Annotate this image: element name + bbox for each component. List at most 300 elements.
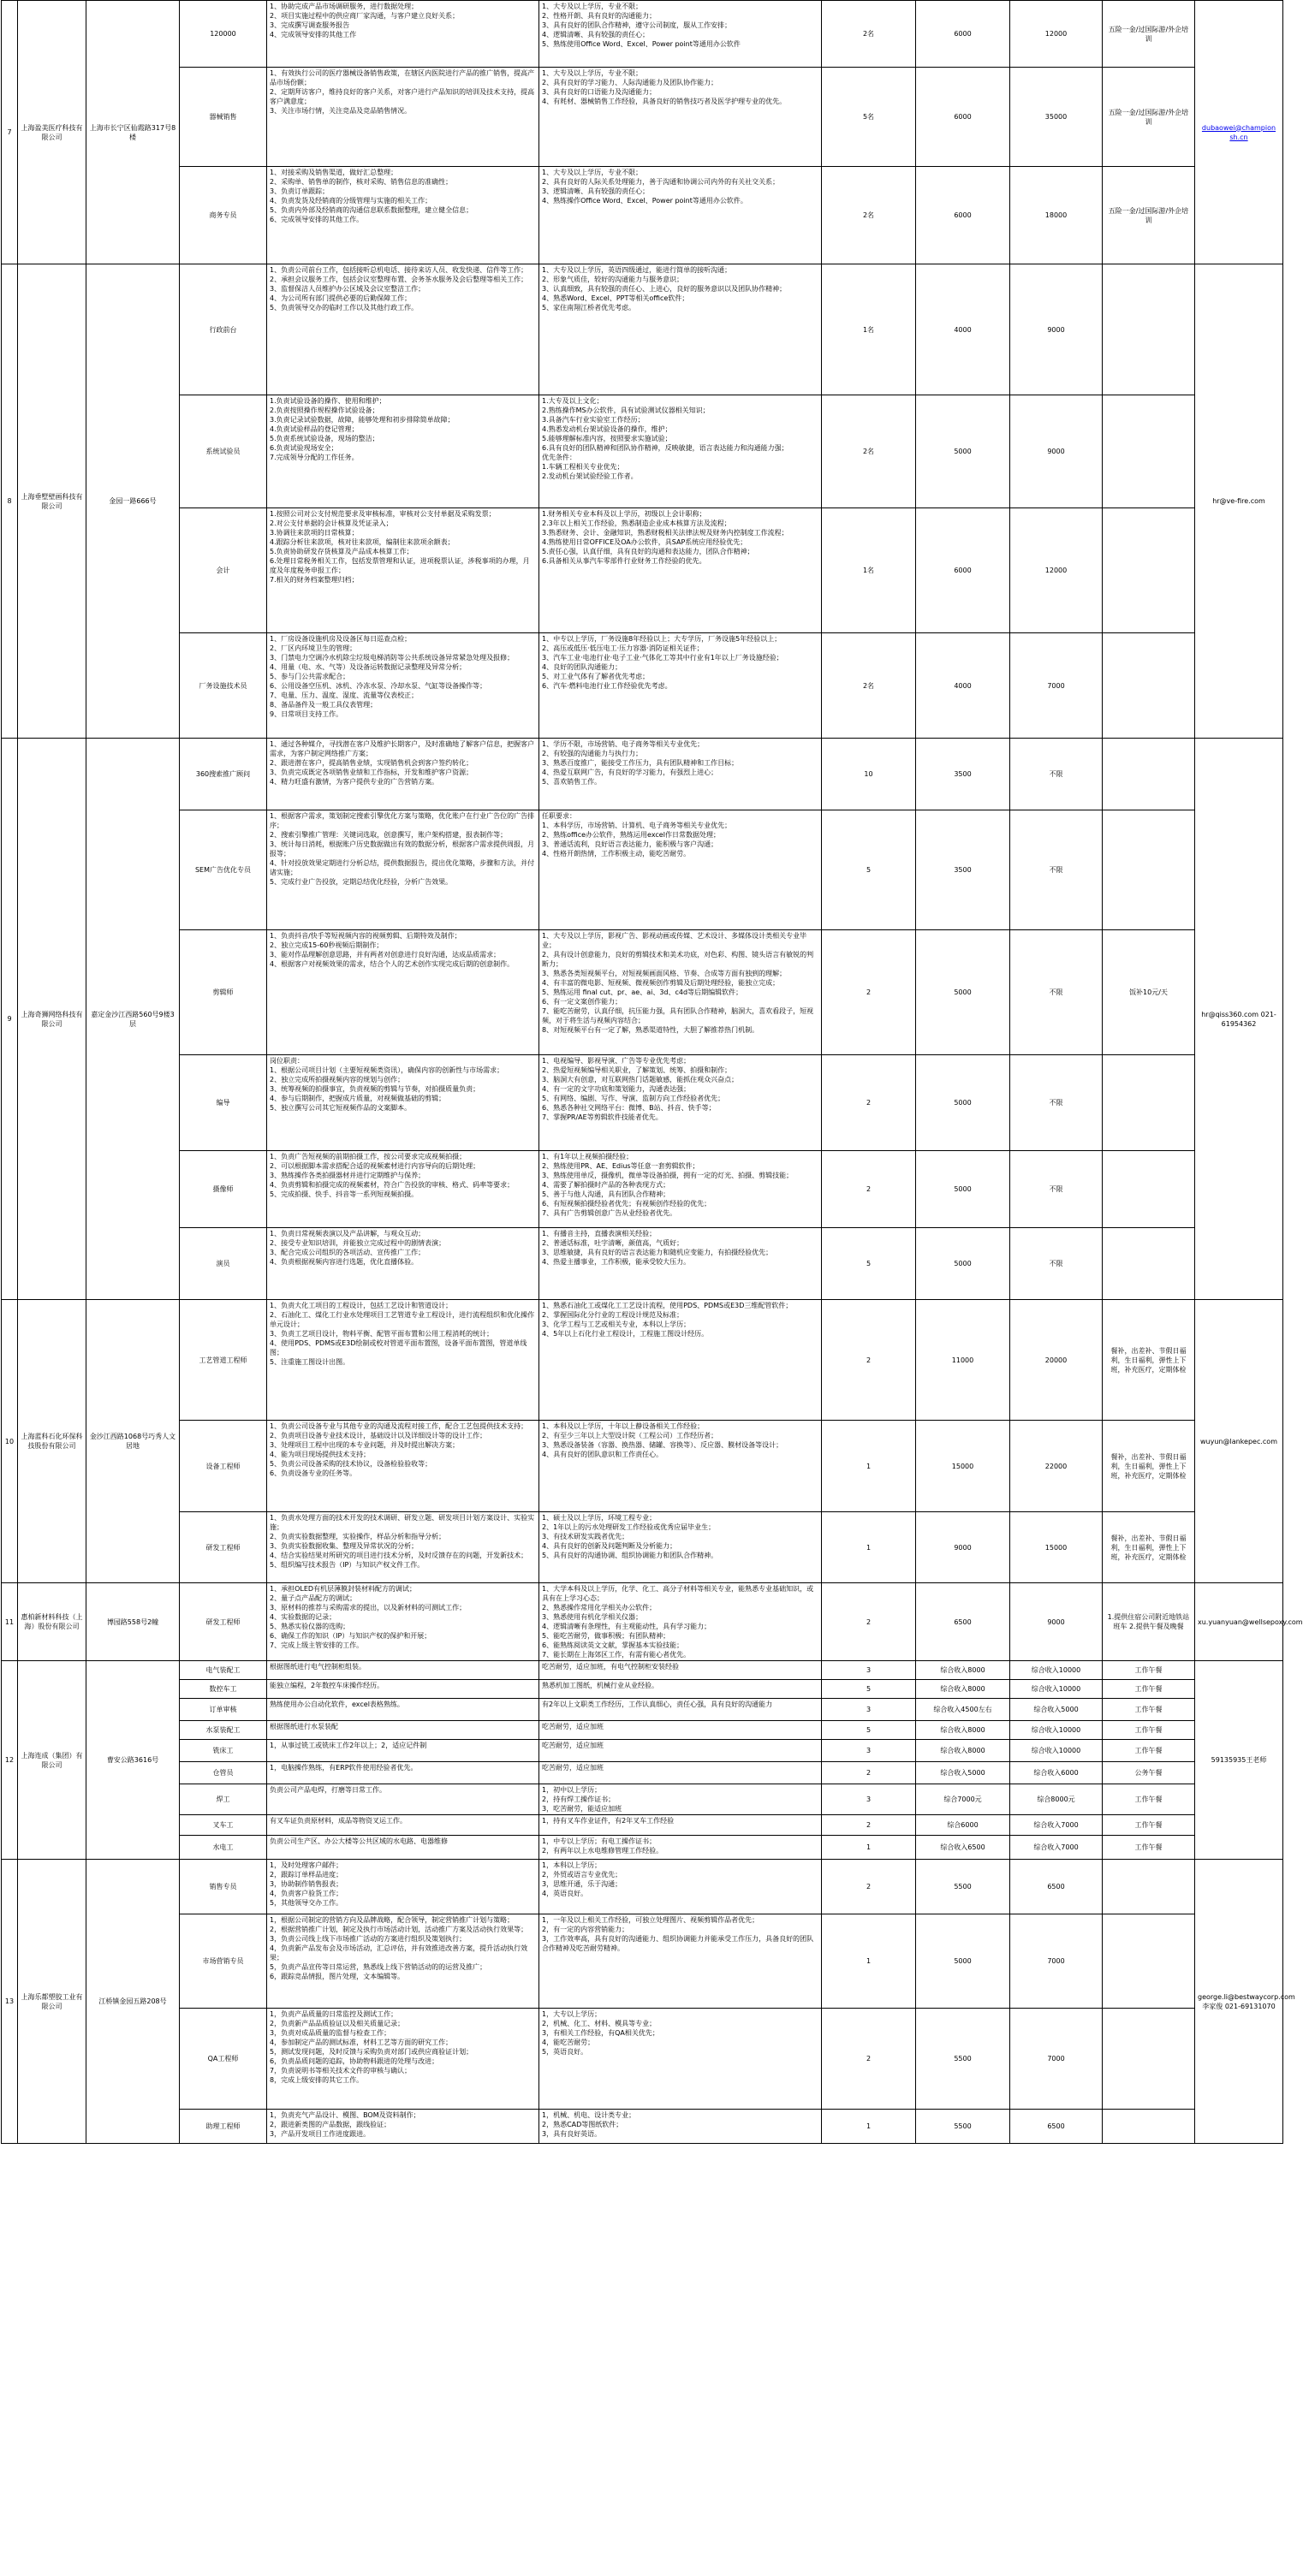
contact-text: xu.yuanyuan@wellsepoxy.com — [1198, 1617, 1303, 1626]
salary-max: 15000 — [1010, 1512, 1103, 1583]
job-requirements-line: 3、普通话流利，良好语言表达能力，能积极与客户沟通； — [542, 840, 718, 848]
contact-text: wuyun@lankepec.com — [1200, 1437, 1277, 1445]
job-duties — [267, 739, 539, 810]
job-title: 120000 — [180, 1, 267, 68]
job-duties — [267, 1836, 539, 1860]
job-duties-line: 2、定期拜访客户，维持良好的客户关系，对客户进行产品知识的培训及技术支持，提高客户满意度； — [270, 88, 535, 105]
welfare — [1103, 395, 1195, 508]
job-duties-line: 6、负责设备专业的任务等。 — [270, 1469, 357, 1477]
job-requirements — [539, 1228, 822, 1300]
welfare — [1103, 810, 1195, 930]
job-duties-line: 1、协助完成产品市场调研服务，进行数据处理； — [270, 3, 419, 10]
job-requirements-line: 吃苦耐劳，适应加班 — [542, 1723, 604, 1730]
salary-max: 7000 — [1010, 1914, 1103, 2009]
job-requirements-line: 1、学历不限，市场营销、电子商务等相关专业优先； — [542, 740, 705, 748]
headcount: 1 — [822, 1836, 916, 1860]
job-duties-line: 1、负责公司设备专业与其他专业的沟通及流程对接工作，配合工艺包提供技术支持； — [270, 1422, 528, 1430]
table-row — [2, 1151, 1283, 1228]
job-title: 焊工 — [180, 1784, 267, 1815]
job-duties-line: 6，跟踪竞品情报，图片处理，文本编辑等。 — [270, 1973, 405, 1980]
job-requirements-line: 2.3年以上相关工作经验，熟悉制造企业成本核算方法及流程； — [542, 519, 731, 527]
job-requirements-line: 6.具备相关从事汽车零部件行业财务工作经验的优先。 — [542, 557, 706, 565]
table-row — [2, 1740, 1283, 1762]
job-requirements-line: 4、熟练操作Office Word、Excel、Power point等通用办公软件。 — [542, 197, 747, 205]
job-requirements — [539, 633, 822, 739]
job-requirements-line: 3、有技术研发实践者优先； — [542, 1533, 629, 1540]
job-duties-line: 1、负责大化工项目的工程设计，包括工艺设计和管道设计； — [270, 1302, 453, 1309]
job-requirements-line: 3，思维开通，乐于沟通； — [542, 1880, 622, 1888]
job-requirements-line: 5、有网络、编剧、写作、导演、监制方向工作经验者优先； — [542, 1095, 725, 1102]
job-requirements — [539, 1762, 822, 1784]
job-listing-table — [1, 0, 1303, 2144]
job-duties-line: 2、跟进潜在客户，提高销售业绩，实现销售机会到客户签约转化； — [270, 759, 473, 767]
job-requirements — [539, 1300, 822, 1421]
job-duties — [267, 1784, 539, 1815]
job-requirements-line: 1、中专以上学历，厂务设施8年经验以上；大专学历，厂务设施5年经验以上； — [542, 635, 782, 643]
salary-max: 6500 — [1010, 1860, 1103, 1914]
welfare — [1103, 508, 1195, 633]
salary-min: 6000 — [916, 167, 1010, 264]
job-duties-line: 1，负责充气产品设计、模图、BOM及资料制作； — [270, 2111, 420, 2119]
job-duties-line: 3、关注市场行情，关注竞品及竞品销售情况。 — [270, 107, 412, 115]
job-requirements-line: 1，大专以上学历； — [542, 2010, 602, 2018]
job-requirements-line: 3、化学工程与工艺或相关专业，本科以上学历； — [542, 1321, 691, 1328]
job-duties-line: 4、负责发货及经销商的分级管理与实施的相关工作； — [270, 197, 432, 205]
job-duties-line: 8、备品备件及一般工具仪表管理； — [270, 701, 378, 709]
row-number: 13 — [2, 1860, 18, 2144]
job-requirements-line: 2，持有焊工操作证书； — [542, 1795, 616, 1803]
job-requirements-line: 吃苦耐劳，适应加班，有电气控制柜安装经验 — [542, 1663, 679, 1671]
table-row — [2, 633, 1283, 739]
job-duties-line: 2，跟进新类图的产品数据，跟线验证； — [270, 2121, 391, 2128]
job-requirements-line: 6、有短视频拍摄经验者优先；有视频创作经验的优先； — [542, 1200, 711, 1208]
job-requirements-line: 1、大专及以上学历，专业不限； — [542, 69, 643, 77]
job-duties-line: 2、接受专业知识培训，并能独立完成过程中的剧情表演； — [270, 1239, 446, 1247]
job-duties-line: 4.负责试验样品的登记管理； — [270, 425, 359, 433]
job-duties-line: 1，根据公司制定的营销方向及品牌战略，配合领导，制定营销推广计划与策略； — [270, 1916, 515, 1924]
job-duties-line: 6、完成领导安排的其他工作。 — [270, 216, 364, 223]
job-duties-line: 4、为公司所有部门提供必要的后勤保障工作； — [270, 294, 412, 302]
job-requirements-line: 2、具有设计创意能力，良好的剪辑技术和美术功底，对色彩、构图、镜头语言有敏锐的判断力； — [542, 951, 814, 968]
job-requirements-line: 2、形象气质佳，较好的沟通能力与服务意识； — [542, 276, 684, 283]
job-title: 360搜索推广顾问 — [180, 739, 267, 810]
company-name: 上海垂墅壁画科技有限公司 — [18, 264, 86, 739]
job-requirements-line: 3、认真细致，具有较强的责任心、上进心，良好的服务意识以及团队协作精神； — [542, 285, 787, 293]
job-requirements-line: 有2年以上文职类工作经历，工作认真细心，责任心强，具有良好的沟通能力 — [542, 1701, 773, 1708]
salary-min: 5500 — [916, 2009, 1010, 2110]
job-duties-line: 岗位职责： — [270, 1057, 304, 1065]
headcount: 2 — [822, 1815, 916, 1836]
job-requirements — [539, 1740, 822, 1762]
headcount: 2 — [822, 1762, 916, 1784]
job-requirements-line: 5、熟练运用 final cut、pr、ae、ai、3d、c4d等后期编辑软件； — [542, 988, 743, 996]
company-address: 金沙江西路1068号巧秀人文居地 — [86, 1300, 180, 1583]
job-duties-line: 4、结合实验结果对所研究的项目进行技术分析，及时反馈存在的问题，开发新技术； — [270, 1552, 528, 1559]
job-duties-line: 3，负责公司线上线下市场推广活动的方案进行组织及策划执行； — [270, 1935, 467, 1943]
table-row — [2, 395, 1283, 508]
table-row — [2, 264, 1283, 395]
welfare: 工作午餐 — [1103, 1721, 1195, 1740]
welfare: 1.提供住宿公司附近地铁站班车 2.提供午餐及晚餐 — [1103, 1583, 1195, 1661]
welfare: 工作午餐 — [1103, 1784, 1195, 1815]
welfare: 五险一金/过国际游/外企培训 — [1103, 1, 1195, 68]
job-title: 研发工程师 — [180, 1512, 267, 1583]
job-requirements-line: 5，英语良好。 — [542, 2048, 588, 2056]
welfare — [1103, 2110, 1195, 2144]
job-requirements-line: 1、有1年以上视频拍摄经验； — [542, 1153, 634, 1160]
job-duties-line: 3.负责记录试验数据，故障，能够处理和初步排除简单故障； — [270, 416, 455, 424]
salary-max: 12000 — [1010, 508, 1103, 633]
job-requirements-line: 7、能长期在上海郊区工作，有需有能心者优先。 — [542, 1651, 691, 1659]
job-duties-line: 1、承担OLED有机层薄膜封装材料配方的调试； — [270, 1585, 417, 1593]
job-title: 摄像师 — [180, 1151, 267, 1228]
table-row — [2, 1836, 1283, 1860]
salary-min: 5000 — [916, 1228, 1010, 1300]
contact-info[interactable] — [1195, 1, 1283, 264]
job-requirements-line: 6、熟悉各种社交网络平台：微博、B站、抖音、快手等； — [542, 1104, 716, 1112]
job-duties-line: 1、根据公司项目计划（主要短视频类资讯），确保内容的创新性与市场需求； — [270, 1066, 504, 1074]
job-duties-line: 1、负责公司前台工作，包括接听总机电话、接待来访人员、收发快递、信件等工作； — [270, 266, 528, 274]
table-row — [2, 810, 1283, 930]
job-duties-line: 1，电脑操作熟练，有ERP软件使用经验者优先。 — [270, 1764, 418, 1772]
job-title: 工艺管道工程师 — [180, 1300, 267, 1421]
job-requirements-line: 1，持有叉车作业证件，有2年叉车工作经验 — [542, 1817, 675, 1825]
headcount: 3 — [822, 1740, 916, 1762]
job-duties-line: 5、负责公司设备采购的技术协议，设备检验验收等； — [270, 1460, 432, 1468]
job-duties-line: 3、门禁电力空调冷水机除尘垃圾电梯消防等公共系统设备异常紧急处理及报修； — [270, 654, 515, 662]
job-duties-line: 5、负责内外部及经销商的沟通信息联系数据整理，建立健全信息； — [270, 206, 473, 214]
job-duties — [267, 1762, 539, 1784]
job-duties — [267, 1914, 539, 2009]
salary-min: 综合收入6500 — [916, 1836, 1010, 1860]
table-row — [2, 1680, 1283, 1699]
job-duties-line: 2、承担会议服务工作，包括会议室整理布置、会务茶水服务及会后整理等相关工作； — [270, 276, 528, 283]
table-row — [2, 1914, 1283, 2009]
job-duties-line: 1、负责日常视频表演以及产品讲解，与观众互动； — [270, 1230, 425, 1238]
job-requirements-line: 2，外贸或语言专业优先； — [542, 1871, 622, 1879]
salary-min: 综合收入4500左右 — [916, 1699, 1010, 1721]
job-duties — [267, 1512, 539, 1583]
salary-min: 6500 — [916, 1583, 1010, 1661]
job-duties-line: 4、使用PDS、PDMS或E3D绘制或校对管道平面布置图，设备平面布置图，管道单线图； — [270, 1339, 527, 1356]
salary-min: 3500 — [916, 810, 1010, 930]
job-title: 剪辑师 — [180, 930, 267, 1055]
salary-min: 5000 — [916, 1055, 1010, 1151]
job-requirements-line: 7、能吃苦耐劳，认真仔细，抗压能力强，具有团队合作精神，脑洞大，喜欢看段子，短视频，对于将生活与视频内容结合； — [542, 1007, 814, 1024]
job-duties-line: 8，完成上级安排的其它工作。 — [270, 2076, 364, 2084]
job-requirements-line: 2、有较强的沟通能力与执行力； — [542, 750, 643, 757]
company-address: 金园一路666号 — [86, 264, 180, 739]
job-duties-line: 4，负责新产品发布会及市场活动，汇总评估，并有效推进改善方案，提升活动执行效果； — [270, 1944, 528, 1962]
job-requirements-line: 2、掌握国际化分行业的工程设计规范及标准； — [542, 1311, 684, 1319]
welfare — [1103, 1860, 1195, 1914]
job-duties-line: 5、注重施工图设计出图。 — [270, 1358, 350, 1366]
job-requirements-line: 1、大专及以上学历，专业不限； — [542, 169, 643, 176]
salary-max: 9000 — [1010, 1583, 1103, 1661]
job-requirements-line: 1.财务相关专业本科及以上学历，初级以上会计职称； — [542, 510, 706, 518]
job-duties-line: 7.完成领导分配的工作任务。 — [270, 454, 359, 461]
welfare — [1103, 633, 1195, 739]
job-requirements — [539, 1784, 822, 1815]
salary-min: 综合7000元 — [916, 1784, 1010, 1815]
job-duties-line: 3.协调往来款项的日常核算； — [270, 529, 359, 537]
company-name: 上海乐都塑胶工业有限公司 — [18, 1860, 86, 2144]
headcount: 5名 — [822, 68, 916, 167]
salary-max: 7000 — [1010, 2009, 1103, 2110]
job-duties — [267, 1699, 539, 1721]
salary-max: 综合收入10000 — [1010, 1680, 1103, 1699]
job-requirements-line: 优先条件： — [542, 454, 576, 461]
job-requirements-line: 6、有一定文案创作能力； — [542, 998, 622, 1006]
job-duties-line: 3，产品开发项目工作进度跟进。 — [270, 2130, 371, 2138]
job-duties-line: 3、负责订单跟踪； — [270, 187, 330, 195]
headcount: 5 — [822, 1680, 916, 1699]
company-address: 曹安公路3616号 — [86, 1661, 180, 1860]
job-duties-line: 3、统筹视频的拍摄事宜，负责视频的剪辑与节奏，对拍摄质量负责； — [270, 1085, 480, 1093]
headcount: 2 — [822, 1860, 916, 1914]
salary-min: 11000 — [916, 1300, 1010, 1421]
welfare: 工作午餐 — [1103, 1680, 1195, 1699]
table-row — [2, 1512, 1283, 1583]
job-requirements-line: 7、掌握PR/AE等剪辑软件技能者优先。 — [542, 1113, 663, 1121]
salary-max: 综合8000元 — [1010, 1784, 1103, 1815]
salary-max: 不限 — [1010, 1055, 1103, 1151]
job-requirements — [539, 1699, 822, 1721]
job-requirements — [539, 1, 822, 68]
row-number: 9 — [2, 739, 18, 1300]
job-requirements-line: 5、能吃苦耐劳，做事积极；有团队精神； — [542, 1632, 670, 1640]
job-duties-line: 7、完成上级主管安排的工作。 — [270, 1641, 364, 1649]
job-requirements-line: 4、5年以上石化行业工程设计，工程施工图设计经历。 — [542, 1330, 709, 1338]
salary-max: 综合收入10000 — [1010, 1721, 1103, 1740]
job-duties-line: 4、负责剪辑和拍摄完成的视频素材，符合广告投放的审核、格式、码率等要求； — [270, 1181, 515, 1189]
job-duties-line: 5、负责领导交办的临时工作以及其他行政工作。 — [270, 304, 419, 312]
job-title: 市场营销专员 — [180, 1914, 267, 2009]
job-requirements-line: 1，机械、机电、设计类专业； — [542, 2111, 636, 2119]
job-duties — [267, 167, 539, 264]
job-duties-line: 4、参与后期制作，把握成片质量，对视频做基础的剪辑； — [270, 1095, 446, 1102]
table-row — [2, 1860, 1283, 1914]
welfare: 餐补，出差补、节假日福利，生日福利，弹性上下班，补充医疗，定期体检 — [1103, 1421, 1195, 1512]
job-duties-line: 1、负责抖音/快手等短视频内容的视频剪辑、后期特效及制作； — [270, 932, 461, 940]
salary-min: 5000 — [916, 1914, 1010, 2009]
job-requirements-line: 2，有一定的内容营销能力； — [542, 1926, 629, 1933]
headcount: 5 — [822, 810, 916, 930]
job-title: 数控车工 — [180, 1680, 267, 1699]
welfare: 工作午餐 — [1103, 1836, 1195, 1860]
job-requirements-line: 1、本科学历，市场营销、计算机、电子商务等相关专业优先； — [542, 822, 732, 829]
job-duties-line: 3、完成撰写调查服务报告 — [270, 21, 350, 29]
headcount: 1 — [822, 2110, 916, 2144]
job-requirements-line: 4、有丰富的微电影、短视频、微视频创作剪辑及后期处理经验，能独立完成； — [542, 979, 780, 987]
welfare — [1103, 264, 1195, 395]
job-requirements — [539, 739, 822, 810]
job-duties-line: 3、熟练操作各类拍摄器材并进行定期维护与保养； — [270, 1172, 425, 1179]
headcount: 2名 — [822, 167, 916, 264]
job-requirements-line: 3、熟练使用单反，摄像机，微单等设备拍摄，拥有一定的灯光、拍摄、剪辑技能； — [542, 1172, 794, 1179]
job-duties-line: 负责公司产品电焊，打磨等日常工作。 — [270, 1786, 386, 1794]
contact-info — [1195, 1300, 1283, 1583]
job-requirements-line: 2、熟练office办公软件，熟练运用excel作日常数据处理； — [542, 831, 720, 839]
job-requirements-line: 2，有两年以上水电维修管理工作经验。 — [542, 1847, 663, 1855]
job-duties-line: 3、原材料的推荐与采购需求的提出，以及新材料的可测试工作； — [270, 1604, 467, 1611]
job-requirements — [539, 1680, 822, 1699]
job-duties-line: 4、精力旺盛有激情，为客户提供专业的广告营销方案。 — [270, 778, 439, 786]
job-duties — [267, 1680, 539, 1699]
job-duties-line: 7，负责说明书等相关技术文件的审核与确认； — [270, 2067, 412, 2074]
job-requirements-line: 吃苦耐劳，适应加班 — [542, 1742, 604, 1749]
headcount: 5 — [822, 1228, 916, 1300]
job-requirements-line: 3、熟悉各类短视频平台，对短视频画面风格、节奏、合成等方面有独到的理解； — [542, 970, 787, 977]
job-duties-line: 1，负责产品质量的日常监控及测试工作； — [270, 2010, 398, 2018]
contact-info — [1195, 739, 1283, 1300]
job-requirements — [539, 930, 822, 1055]
job-duties-line: 5.负责协助研发存货核算及产品成本核算工作； — [270, 548, 414, 555]
welfare: 五险一金/过国际游/外企培训 — [1103, 68, 1195, 167]
contact-email-link[interactable]: dubaowei@champion sh.cn — [1201, 123, 1276, 141]
headcount: 2名 — [822, 633, 916, 739]
salary-max: 12000 — [1010, 1, 1103, 68]
row-number: 7 — [2, 1, 18, 264]
job-duties-line: 3、监督保洁人员维护办公区域及会议室整洁工作； — [270, 285, 425, 293]
salary-min: 15000 — [916, 1421, 1010, 1512]
job-title: 会计 — [180, 508, 267, 633]
job-requirements-line: 5、对工业气体有了解者优先考虑； — [542, 673, 650, 680]
job-requirements — [539, 1421, 822, 1512]
company-address: 上海市长宁区仙霞路317号8楼 — [86, 1, 180, 264]
job-duties-line: 2、石油化工、煤化工行业水处理项目工艺管道专业工程设计，进行流程组织和优化操作单元设计； — [270, 1311, 535, 1328]
job-duties — [267, 1860, 539, 1914]
salary-max: 6500 — [1010, 2110, 1103, 2144]
job-duties-line: 4、针对投放效果定期进行分析总结，提供数据报告，提出优化策略，步骤和方法，并付诸实施； — [270, 859, 535, 876]
table-row — [2, 1300, 1283, 1421]
salary-min: 4000 — [916, 264, 1010, 395]
welfare — [1103, 1914, 1195, 2009]
job-requirements-line: 2、具有良好的人际关系处理能力，善于沟通和协调公司内外的有关社交关系； — [542, 178, 780, 186]
salary-max: 9000 — [1010, 395, 1103, 508]
salary-min: 6000 — [916, 1, 1010, 68]
salary-max: 综合收入6000 — [1010, 1762, 1103, 1784]
job-requirements — [539, 508, 822, 633]
job-requirements-line: 4，英语良好。 — [542, 1890, 588, 1897]
salary-max: 不限 — [1010, 1228, 1103, 1300]
salary-max: 综合收入10000 — [1010, 1740, 1103, 1762]
job-requirements-line: 6.具有良好的团队精神和团队协作精神，反映敏捷，语言表达能力和沟通能力强； — [542, 444, 788, 452]
table-row — [2, 508, 1283, 633]
job-duties-line: 7、电量、压力、温度、湿度、流量等仪表校正； — [270, 691, 419, 699]
job-requirements-line: 1，初中以上学历； — [542, 1786, 602, 1794]
job-title: 编导 — [180, 1055, 267, 1151]
salary-max: 22000 — [1010, 1421, 1103, 1512]
headcount: 10 — [822, 739, 916, 810]
job-title: 系统试验员 — [180, 395, 267, 508]
job-duties-line: 4、根据客户对视频效果的需求，结合个人的艺术创作实现完成后期的创意制作。 — [270, 960, 515, 968]
headcount: 5 — [822, 1721, 916, 1740]
contact-info — [1195, 1661, 1283, 1860]
job-requirements — [539, 264, 822, 395]
job-duties-line: 5、组织编写技术报告（IP）与知识产权文件工作。 — [270, 1561, 425, 1569]
headcount: 2 — [822, 1583, 916, 1661]
table-row — [2, 1228, 1283, 1300]
company-name: 上海奇狮网络科技有限公司 — [18, 739, 86, 1300]
row-number: 10 — [2, 1300, 18, 1583]
job-title: 水泵装配工 — [180, 1721, 267, 1740]
job-requirements-line: 4、有耗材、器械销售工作经验，具备良好的销售技巧者及医学护理专业的优先。 — [542, 98, 787, 105]
job-requirements-line: 2，熟悉CAD等图纸软件； — [542, 2121, 623, 2128]
job-requirements-line: 4、热爱主播事业，工作积极，能承受较大压力。 — [542, 1258, 691, 1266]
salary-min: 综合收入8000 — [916, 1740, 1010, 1762]
job-requirements — [539, 1512, 822, 1583]
table-row — [2, 1, 1283, 68]
salary-min: 综合收入8000 — [916, 1661, 1010, 1680]
job-duties-line: 4、实验数据的记录； — [270, 1613, 336, 1621]
job-requirements — [539, 1661, 822, 1680]
job-duties-line: 2、负责项目设备专业技术设计，基础设计以及详细设计等的设计工作； — [270, 1432, 487, 1439]
job-duties-line: 4、能为项目现场提供技术支持； — [270, 1451, 371, 1458]
job-duties-line: 4.跟踪分析往来款项，核对往来款项，编制往来款项余额表； — [270, 538, 455, 546]
job-duties-line: 6.处理日常税务相关工作，包括发票管理和认证，进项税票认证，涉税事项的办理，月度及年度税务申报工作； — [270, 557, 530, 574]
salary-max: 不限 — [1010, 1151, 1103, 1228]
table-row — [2, 167, 1283, 264]
job-requirements-line: 1、大专及以上学历，英语四级通过，能进行简单的接听沟通； — [542, 266, 732, 274]
headcount: 1 — [822, 1421, 916, 1512]
salary-min: 9000 — [916, 1512, 1010, 1583]
salary-min: 3500 — [916, 739, 1010, 810]
job-title: 器械销售 — [180, 68, 267, 167]
job-duties-line: 1、有效执行公司的医疗器械设备销售政策，在辖区内医院进行产品的推广销售，提高产品市场份额； — [270, 69, 535, 86]
welfare — [1103, 1151, 1195, 1228]
headcount: 1名 — [822, 508, 916, 633]
job-duties-line: 4，负责客户验货工作； — [270, 1890, 343, 1897]
headcount: 1名 — [822, 264, 916, 395]
salary-min: 5500 — [916, 1860, 1010, 1914]
job-requirements-line: 2、性格开朗、具有良好的沟通能力； — [542, 12, 657, 20]
job-requirements — [539, 395, 822, 508]
table-row — [2, 1784, 1283, 1815]
job-duties-line: 2，跟踪订单样品进度； — [270, 1871, 343, 1879]
job-requirements-line: 3，有相关工作经验，有QA相关优先； — [542, 2029, 659, 2037]
table-row — [2, 1699, 1283, 1721]
job-duties-line: 1、负责广告短视频的前期拍摄工作，按公司要求完成视频拍摄； — [270, 1153, 467, 1160]
job-title: 叉车工 — [180, 1815, 267, 1836]
job-duties-line: 2、负责实验数据整理，实验操作，样品分析和指导分析； — [270, 1533, 446, 1540]
job-duties — [267, 1721, 539, 1740]
job-requirements-line: 2.熟练操作MS办公软件，具有试验测试仪器相关知识； — [542, 407, 710, 414]
job-requirements-line: 1，本科以上学历； — [542, 1861, 602, 1869]
job-duties-line: 4、完成领导安排的其他工作 — [270, 31, 357, 39]
job-requirements-line: 1，中专以上学历；有电工操作证书； — [542, 1837, 657, 1845]
job-duties-line: 能独立编程，2年数控车床操作经历。 — [270, 1682, 384, 1689]
job-requirements-line: 2.发动机台架试验经验工作者。 — [542, 472, 638, 480]
job-requirements-line: 6、能熟练阅读英文文献，掌握基本实验技能； — [542, 1641, 684, 1649]
job-duties-line: 3、统计每日消耗，根据账户历史数据做出有效的数据分析，根据客户需求提供周报，月报等； — [270, 840, 535, 858]
job-requirements-line: 吃苦耐劳，适应加班 — [542, 1764, 604, 1772]
job-duties — [267, 1740, 539, 1762]
welfare: 公务午餐 — [1103, 1762, 1195, 1784]
job-duties-line: 3、能对作品理解创意思路，并有两者对创意进行良好沟通，达成品质需求； — [270, 951, 501, 959]
job-duties-line: 4、用量（电、水、气等）及设备运转数据记录整理及异常分析； — [270, 663, 467, 671]
job-requirements-line: 4.熟悉发动机台架试验设备的操作，维护； — [542, 425, 672, 433]
job-requirements-line: 5.责任心强，认真仔细，具有良好的沟通和表达能力，团队合作精神； — [542, 548, 754, 555]
job-duties — [267, 264, 539, 395]
job-requirements-line: 2，机械、化工、材料、模具等专业； — [542, 2020, 657, 2027]
job-title: 铣床工 — [180, 1740, 267, 1762]
job-requirements — [539, 1836, 822, 1860]
contact-info — [1195, 1583, 1303, 1661]
job-title: 厂务设施技术员 — [180, 633, 267, 739]
headcount: 2名 — [822, 395, 916, 508]
job-requirements — [539, 1860, 822, 1914]
